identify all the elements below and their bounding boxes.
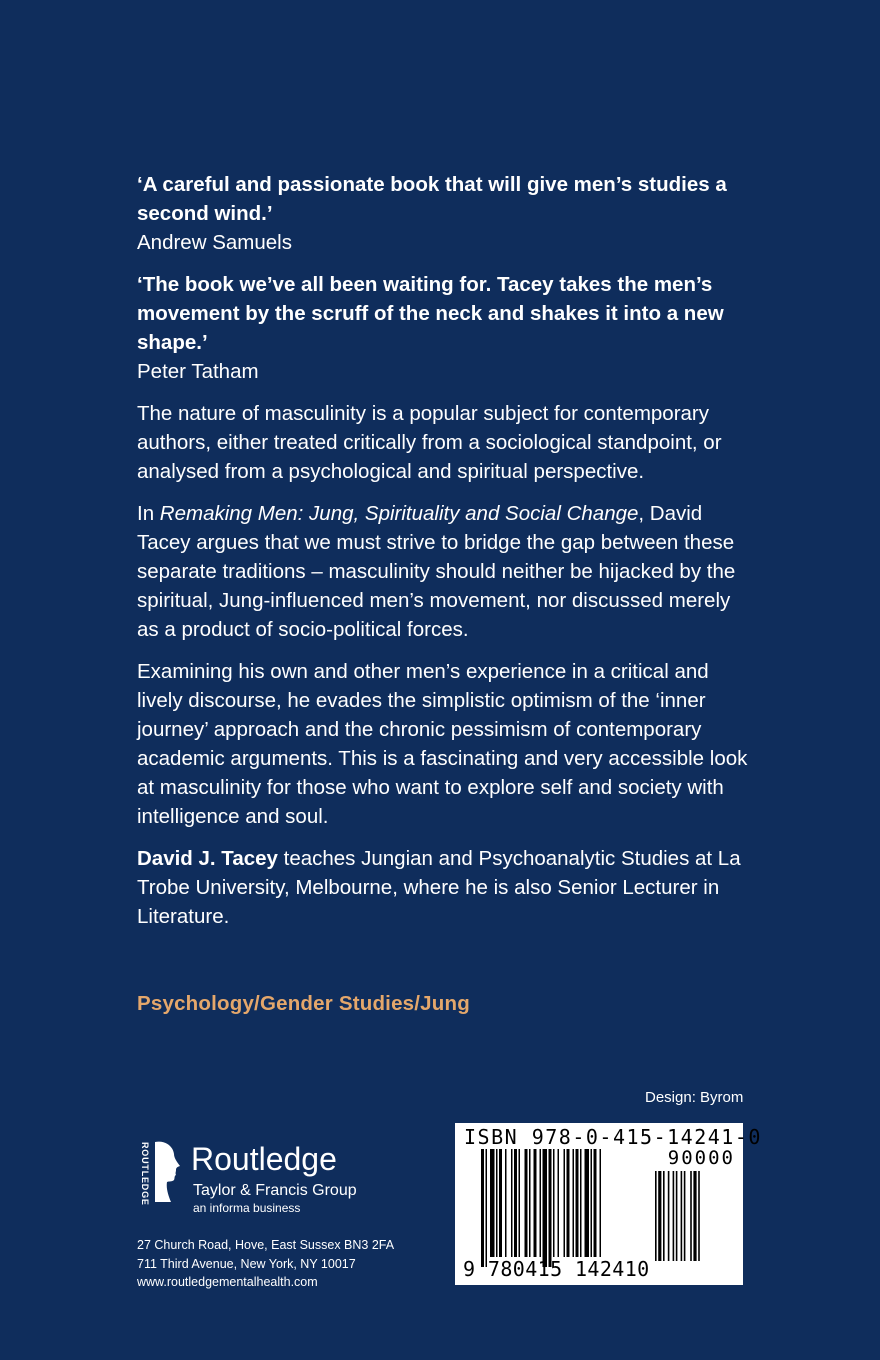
subject-category: Psychology/Gender Studies/Jung	[137, 992, 470, 1015]
price-code: 90000	[667, 1147, 735, 1169]
book-title: Remaking Men: Jung, Spirituality and Social Change	[159, 502, 639, 525]
author-name: David J. Tacey	[137, 847, 278, 870]
barcode-addon-bar	[663, 1171, 665, 1261]
address-line-2: 711 Third Avenue, New York, NY 10017	[137, 1256, 356, 1271]
barcode-bar	[564, 1149, 566, 1257]
barcode-bar	[540, 1149, 542, 1257]
barcode-addon-bar	[684, 1171, 686, 1261]
barcode-addon-bar	[698, 1171, 700, 1261]
barcode-addon-bar	[681, 1171, 683, 1261]
barcode-bar	[525, 1149, 528, 1257]
address-line-1: 27 Church Road, Hove, East Sussex BN3 2FA	[137, 1238, 395, 1252]
barcode-digits: 9 780415 142410	[463, 1257, 650, 1281]
barcode-bar	[496, 1149, 498, 1257]
barcode-addon-bar	[676, 1171, 678, 1261]
barcode-bar	[534, 1149, 537, 1257]
barcode-bar	[519, 1149, 521, 1257]
barcode-bar	[529, 1149, 531, 1257]
publisher-vertical-text: ROUTLEDGE	[140, 1142, 150, 1206]
publisher-website: www.routledgementalhealth.com	[137, 1275, 318, 1289]
review-author-1: Andrew Samuels	[137, 231, 292, 254]
barcode-bar	[567, 1149, 570, 1257]
author-bio-text: teaches Jungian and Psychoanalytic Studies at La Trobe University, Melbourne, where he is also Senior Lecturer in Literature.	[137, 847, 741, 928]
barcode-bar	[490, 1149, 495, 1257]
barcode-bar	[553, 1149, 555, 1257]
description-paragraph-2-prefix: In	[137, 502, 160, 525]
publisher-name: Routledge	[191, 1141, 337, 1177]
barcode-bar	[486, 1149, 488, 1267]
barcode-addon-bar	[655, 1171, 657, 1261]
barcode-addon-bar	[658, 1171, 661, 1261]
description-paragraph-3: Examining his own and other men’s experience in a critical and lively discourse, he evades the simplistic optimism of the ‘inner journey’ approach and the chronic pessimism of contemporary academic arguments. This is a fascinating and very accessible look at masculinity for those who want to explore self and society with intelligence and soul.	[137, 660, 748, 828]
barcode-bar	[558, 1149, 560, 1257]
publisher-tagline: an informa business	[193, 1201, 301, 1215]
barcode-bar	[499, 1149, 502, 1257]
barcode-bar	[549, 1149, 552, 1267]
barcode-bar	[594, 1149, 597, 1257]
profile-head-icon	[151, 1140, 181, 1204]
author-bio	[137, 844, 757, 931]
barcode-addon-bar	[673, 1171, 675, 1261]
barcode-bar	[511, 1149, 513, 1257]
back-cover-text	[137, 170, 757, 944]
barcode-bar	[591, 1149, 593, 1257]
publisher-vertical-mark	[137, 1142, 151, 1204]
barcode-bar	[543, 1149, 548, 1267]
design-credit: Design: Byrom	[645, 1089, 744, 1106]
description-paragraph-2	[137, 499, 757, 644]
barcode-addon-bar	[693, 1171, 696, 1261]
description-paragraph-2-body: , David Tacey argues that we must strive to bridge the gap between these separate traditions – masculinity should neither be hijacked by the spiritual, Jung-influenced men’s movement, nor discussed merely as a product of socio-political forces.	[137, 502, 736, 641]
isbn-barcode	[455, 1123, 762, 1285]
description-paragraph-1: The nature of masculinity is a popular subject for contemporary authors, either treated critically from a sociological standpoint, or analysed from a psychological and spiritual perspective.	[137, 402, 722, 483]
isbn-label: ISBN 978-0-415-14241-0	[464, 1125, 762, 1149]
barcode-bar	[576, 1149, 579, 1257]
publisher-logo	[137, 1140, 417, 1220]
publisher-group: Taylor & Francis Group	[193, 1182, 357, 1199]
barcode-bar	[573, 1149, 575, 1257]
barcode-addon-bar	[668, 1171, 670, 1261]
barcode-addon-bar	[690, 1171, 692, 1261]
barcode-bar	[505, 1149, 507, 1257]
barcode-bar	[585, 1149, 590, 1257]
barcode-bar	[580, 1149, 582, 1257]
barcode-bar	[514, 1149, 517, 1257]
barcode-bar	[481, 1149, 484, 1267]
review-quote-1: ‘A careful and passionate book that will give men’s studies a second wind.’	[137, 173, 727, 225]
publisher-address	[137, 1236, 394, 1292]
barcode-bar	[600, 1149, 602, 1257]
review-quote-2: ‘The book we’ve all been waiting for. Tacey takes the men’s movement by the scruff of the neck and shakes it into a new shape.’	[137, 273, 724, 354]
review-author-2: Peter Tatham	[137, 360, 259, 383]
